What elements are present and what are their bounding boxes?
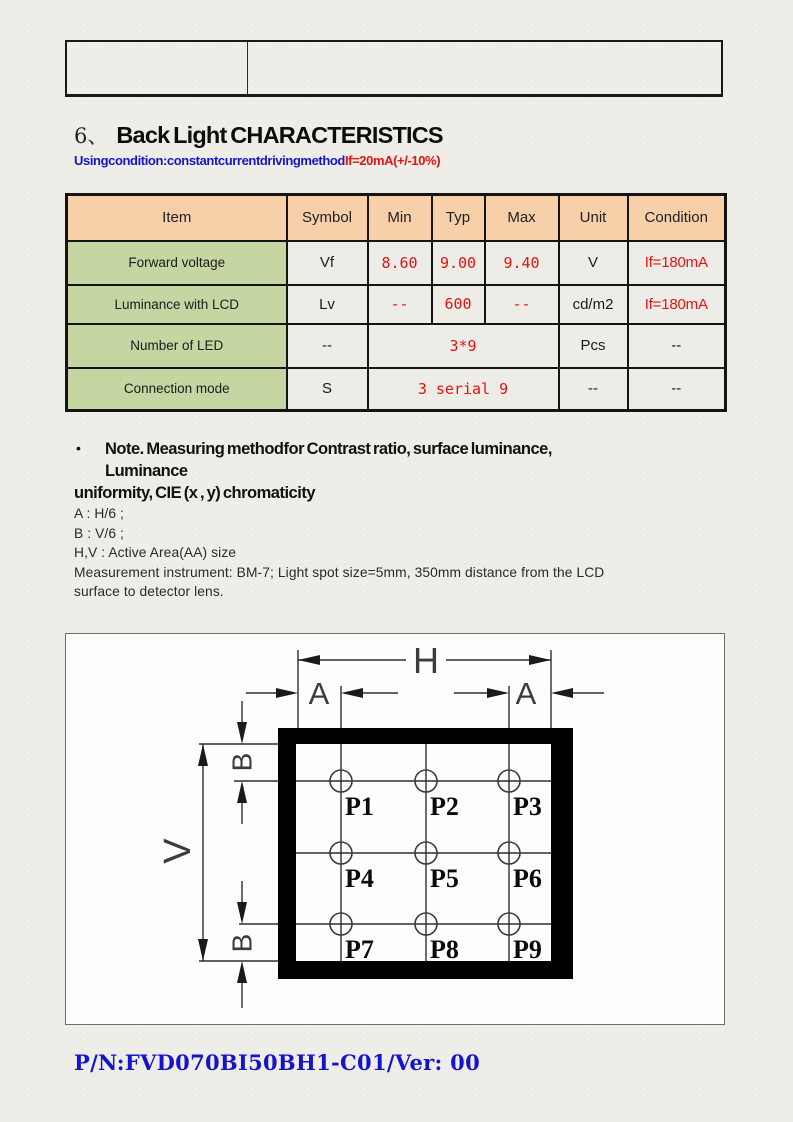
col-header-min: Min	[368, 195, 432, 241]
dimension-lines	[199, 650, 604, 1008]
measurement-diagram	[66, 634, 724, 1024]
row-item-label: Number of LED	[67, 324, 287, 368]
col-header-unit: Unit	[559, 195, 628, 241]
note-definition-hv: H,V : Active Area(AA) size	[74, 545, 237, 560]
col-header-max: Max	[485, 195, 559, 241]
revision-header-table	[65, 40, 723, 97]
col-header-symbol: Symbol	[287, 195, 368, 241]
row-item-label: Luminance with LCD	[67, 285, 287, 324]
point-label: P8	[430, 935, 459, 964]
table-row	[67, 241, 726, 285]
row-symbol: S	[287, 368, 368, 411]
note-line-2: Luminance	[105, 462, 188, 480]
note-line-1-text: Note. Measuring methodfor Contrast ratio, surface luminance,	[105, 440, 552, 458]
row-max-value: 9.40	[485, 241, 559, 285]
dim-label-h: H	[413, 640, 439, 681]
part-number-line: P/N:FVD070BI50BH1-C01/Ver: 00	[74, 1050, 481, 1075]
row-symbol: Lv	[287, 285, 368, 324]
note-definition-a: A : H/6 ;	[74, 506, 124, 521]
section-title-text: Back Light CHARACTERISTICS	[116, 122, 443, 148]
row-span-value: 3 serial 9	[368, 368, 559, 411]
row-symbol: Vf	[287, 241, 368, 285]
row-condition: --	[628, 324, 726, 368]
dim-label-a-right: A	[515, 676, 537, 711]
row-unit: V	[559, 241, 628, 285]
measurement-point-labels	[345, 792, 542, 964]
using-condition-current: If=20mA(+/-10%)	[344, 153, 441, 168]
note-definition-b: B : V/6 ;	[74, 525, 124, 541]
point-label: P5	[430, 864, 459, 893]
note-instrument-line: Measurement instrument: BM-7; Light spot size=5mm, 350mm distance from the LCD	[74, 564, 605, 580]
point-label: P2	[430, 792, 459, 821]
row-min-value: --	[368, 285, 432, 324]
row-unit: --	[559, 368, 628, 411]
row-symbol: --	[287, 324, 368, 368]
row-item-label: Forward voltage	[67, 241, 287, 285]
note-line-3: uniformity, CIE (x , y) chromaticity	[74, 484, 315, 502]
note-line-1	[74, 438, 724, 460]
using-condition-text: Usingcondition:constantcurrentdrivingmethod	[74, 153, 345, 168]
point-label: P1	[345, 792, 374, 821]
bullet-icon: •	[76, 440, 81, 456]
col-header-item: Item	[67, 195, 287, 241]
row-typ-value: 600	[432, 285, 485, 324]
row-condition: --	[628, 368, 726, 411]
point-label: P4	[345, 864, 374, 893]
measurement-note	[74, 438, 724, 602]
table-header-row	[67, 195, 726, 241]
row-span-value: 3*9	[368, 324, 559, 368]
row-condition: If=180mA	[628, 241, 726, 285]
revision-header-cell-left	[67, 42, 248, 94]
row-min-value: 8.60	[368, 241, 432, 285]
point-label: P9	[513, 935, 542, 964]
table-row	[67, 368, 726, 411]
row-condition: If=180mA	[628, 285, 726, 324]
dim-label-a-left: A	[308, 676, 330, 711]
row-unit: cd/m2	[559, 285, 628, 324]
col-header-condition: Condition	[628, 195, 726, 241]
row-max-value: --	[485, 285, 559, 324]
using-condition-line	[74, 153, 440, 168]
point-label: P6	[513, 864, 542, 893]
dim-label-b-top: B	[226, 752, 258, 772]
section-title	[74, 120, 443, 150]
dim-label-b-bottom: B	[226, 933, 258, 953]
backlight-spec-table	[65, 193, 727, 412]
table-row	[67, 324, 726, 368]
row-item-label: Connection mode	[67, 368, 287, 411]
note-instrument-line-2: surface to detector lens.	[74, 584, 224, 599]
section-number: 6、	[74, 124, 109, 148]
point-label: P7	[345, 935, 374, 964]
row-unit: Pcs	[559, 324, 628, 368]
table-row	[67, 285, 726, 324]
dim-label-v: V	[157, 838, 199, 864]
measurement-diagram-panel	[65, 633, 725, 1025]
revision-header-cell-right	[248, 42, 721, 94]
point-label: P3	[513, 792, 542, 821]
row-typ-value: 9.00	[432, 241, 485, 285]
col-header-typ: Typ	[432, 195, 485, 241]
